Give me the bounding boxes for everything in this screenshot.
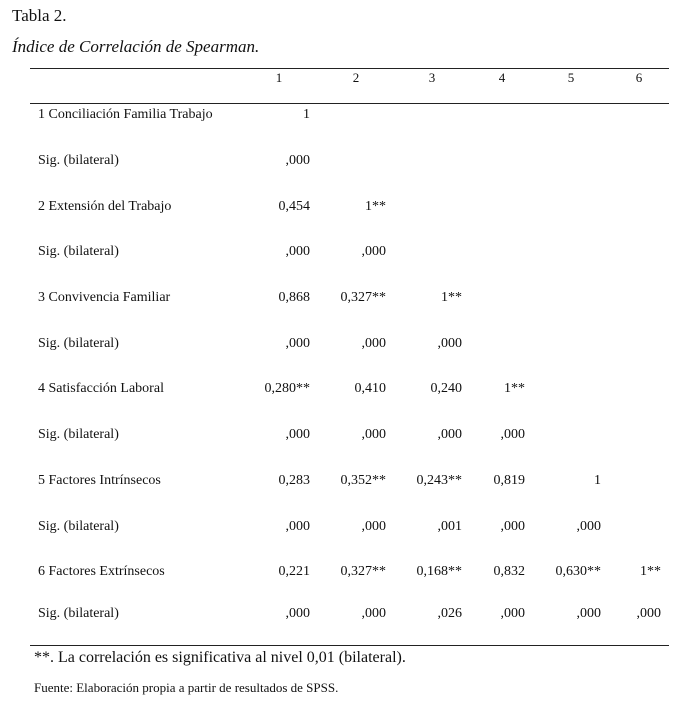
column-header-1: 1 [275,70,283,85]
column-header-4: 4 [498,70,506,85]
table-cell: ,000 [500,606,525,621]
table-cell: ,000 [285,606,310,621]
table-cell: 0,327** [340,564,386,579]
row-label: 1 Conciliación Familia Trabajo [38,107,213,122]
table-cell: ,026 [437,606,462,621]
bottom-rule [30,645,669,646]
table-cell: ,000 [285,336,310,351]
row-label: Sig. (bilateral) [38,336,119,351]
table-cell: 1** [504,381,525,396]
header-row [30,70,669,88]
row-label: Sig. (bilateral) [38,519,119,534]
table-row [0,336,692,356]
table-cell: 0,630** [555,564,601,579]
table-cell: ,001 [437,519,462,534]
table-cell: 0,868 [278,290,310,305]
table-cell: 1 [594,473,601,488]
table-cell: ,000 [576,606,601,621]
table-row [0,473,692,493]
table-cell: ,000 [361,519,386,534]
table-cell: ,000 [285,427,310,442]
table-cell: ,000 [636,606,661,621]
table-cell: 0,352** [340,473,386,488]
table-cell: 0,832 [493,564,525,579]
table-row [0,290,692,310]
table-cell: ,000 [576,519,601,534]
table-row [0,519,692,539]
table-row [0,107,692,127]
table-row [0,564,692,584]
table-row [0,244,692,264]
table-cell: 1 [303,107,310,122]
table-label: Tabla 2. [12,6,67,25]
table-cell: ,000 [500,519,525,534]
table-cell: 0,410 [354,381,386,396]
table-cell: 0,283 [278,473,310,488]
table-cell: 0,454 [278,199,310,214]
row-label: 4 Satisfacción Laboral [38,381,164,396]
column-header-5: 5 [567,70,575,85]
row-label: Sig. (bilateral) [38,606,119,621]
table-cell: 0,240 [430,381,462,396]
column-header-2: 2 [352,70,360,85]
table-cell: 1** [441,290,462,305]
table-cell: ,000 [361,606,386,621]
row-label: Sig. (bilateral) [38,244,119,259]
table-cell: ,000 [285,153,310,168]
table-cell: 0,221 [278,564,310,579]
table-cell: 0,327** [340,290,386,305]
table-cell: ,000 [437,336,462,351]
column-header-3: 3 [428,70,436,85]
table-cell: ,000 [285,244,310,259]
table-cell: ,000 [437,427,462,442]
table-cell: ,000 [361,427,386,442]
row-label: Sig. (bilateral) [38,153,119,168]
row-label: 6 Factores Extrínsecos [38,564,165,579]
table-cell: 0,243** [416,473,462,488]
table-cell: ,000 [361,244,386,259]
row-label: Sig. (bilateral) [38,427,119,442]
table-cell: ,000 [500,427,525,442]
table-cell: ,000 [285,519,310,534]
table-cell: 0,280** [264,381,310,396]
top-rule [30,68,669,69]
row-label: 2 Extensión del Trabajo [38,199,172,214]
table-row [0,606,692,626]
table-row [0,381,692,401]
table-row [0,427,692,447]
source-note: Fuente: Elaboración propia a partir de resultados de SPSS. [34,680,339,695]
table-row [0,153,692,173]
table-cell: 1** [365,199,386,214]
table-cell: 0,168** [416,564,462,579]
table-title: Índice de Correlación de Spearman. [12,37,260,56]
column-header-6: 6 [635,70,643,85]
row-label: 5 Factores Intrínsecos [38,473,161,488]
footnote: **. La correlación es significativa al nivel 0,01 (bilateral). [34,649,406,666]
table-cell: 0,819 [493,473,525,488]
table-row [0,199,692,219]
table-cell: 1** [640,564,661,579]
row-label: 3 Convivencia Familiar [38,290,171,305]
table-cell: ,000 [361,336,386,351]
header-rule [30,103,669,104]
